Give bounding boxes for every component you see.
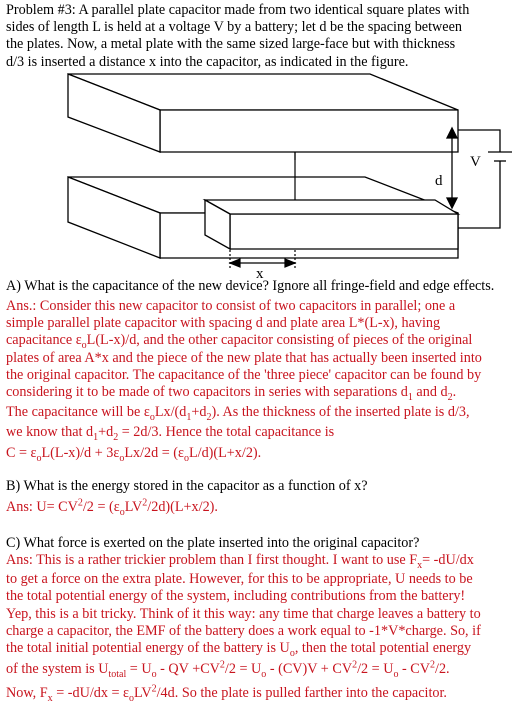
d-label: d	[435, 173, 443, 189]
text-run: L(L-x)/d, and the other capacitor consisting of pieces of the original	[86, 332, 473, 349]
subscript: 2	[206, 412, 212, 424]
text-run: Lx/2d = (ε	[124, 444, 184, 461]
problem-line: the plates. Now, a metal plate with the same sized large-face but with thickness	[6, 36, 456, 53]
answer-line: to get a force on the extra plate. However, for this to be appropriate, U needs to be	[6, 571, 473, 588]
part-a-question: A) What is the capacitance of the new device? Ignore all fringe-field and edge effects.	[6, 278, 495, 294]
text-run: +d	[98, 424, 114, 441]
energy-equation	[6, 499, 218, 516]
top-plate-front	[160, 110, 458, 152]
capacitance-equation	[6, 445, 482, 462]
text-run: capacitance ε	[6, 332, 82, 349]
subscript: x	[47, 693, 53, 705]
text-run: = -dU/dx = ε	[52, 685, 129, 702]
subscript: o	[289, 647, 295, 659]
answer-line	[6, 332, 482, 352]
text-run: Ans: U= CV	[6, 499, 78, 515]
answer-line: Ans.: Consider this new capacitor to consist of two capacitors in parallel; one a	[6, 298, 456, 314]
text-run: /2 = (ε	[82, 499, 120, 515]
text-run: L/d)(L+x/2).	[188, 444, 262, 461]
subscript: o	[183, 452, 189, 464]
force-equation	[6, 683, 481, 705]
answer-line	[6, 424, 482, 444]
answer-line: charge a capacitor, the EMF of the battery does a work equal to -1*V*charge. So, if	[6, 622, 481, 639]
battery-circuit	[458, 130, 512, 228]
text-run: L(L-x)/d + 3ε	[41, 444, 120, 461]
part-b-question: B) What is the energy stored in the capacitor as a function of x?	[6, 478, 368, 494]
subscript: o	[119, 452, 125, 464]
answer-line: simple parallel plate capacitor with spacing d and plate area L*(L-x), having	[6, 315, 441, 332]
text-run: the total initial potential energy of the battery is U	[6, 640, 290, 657]
text-run: /2.	[435, 661, 450, 678]
part-c	[6, 535, 419, 552]
subscript: o	[36, 452, 42, 464]
text-run: The capacitance will be ε	[6, 404, 150, 421]
part-b-answer	[6, 499, 218, 516]
part-b	[6, 478, 368, 495]
energy-total-equation	[6, 659, 481, 681]
x-label: x	[256, 266, 264, 280]
superscript: 2	[151, 683, 157, 695]
text-run: Ans: This is a rather trickier problem than I first thought. I want to use F	[6, 552, 418, 568]
answer-line: the total potential energy of the system, including contributions from the battery!	[6, 588, 466, 605]
capacitor-figure	[0, 60, 529, 280]
subscript: o	[81, 340, 87, 352]
subscript: o	[149, 412, 155, 424]
text-run: /2 = U	[224, 661, 262, 678]
subscript: 2	[447, 391, 453, 403]
answer-line: plates of area A*x and the piece of the new plate that has actually been inserted into	[6, 349, 482, 366]
subscript: 1	[186, 412, 192, 424]
text-run: - (CV)V + CV	[266, 661, 353, 678]
text-run: /2 = U	[357, 661, 394, 678]
text-run: Lx/(d	[154, 404, 187, 421]
part-c-answer	[6, 552, 481, 703]
text-run: of the system is U	[6, 661, 109, 678]
text-run: .	[452, 384, 457, 401]
superscript: 2	[219, 659, 225, 671]
text-run: = U	[126, 661, 152, 678]
subscript: 1	[407, 391, 413, 403]
inserted-plate-front	[230, 214, 458, 249]
superscript: 2	[77, 497, 83, 509]
subscript: o	[151, 669, 157, 681]
answer-line: the original capacitor. The capacitance of the 'three piece' capacitor can be found by	[6, 366, 482, 383]
part-c-question: C) What force is exerted on the plate inserted into the original capacitor?	[6, 535, 420, 551]
text-run: +d	[191, 404, 207, 421]
v-label: V	[470, 154, 481, 170]
text-run: Now, F	[6, 685, 48, 702]
text-run: LV	[124, 499, 143, 515]
subscript: x	[417, 559, 423, 571]
text-run: we know that d	[6, 424, 94, 441]
subscript: 2	[113, 432, 119, 444]
text-run: /2d)(L+x/2).	[147, 499, 218, 515]
text-run: LV	[134, 685, 152, 702]
text-run: = -dU/dx	[422, 552, 474, 568]
subscript: total	[108, 669, 127, 681]
answer-line	[6, 384, 482, 401]
superscript: 2	[430, 659, 435, 671]
text-run: considering it to be made of two capacitors in series with separations d	[6, 384, 408, 401]
superscript: 2	[352, 659, 358, 671]
answer-line: Yep, this is a bit tricky. Think of it this way: any time that charge leaves a battery to	[6, 605, 481, 622]
answer-line	[6, 404, 482, 424]
text-run: , then the total potential energy	[294, 640, 472, 657]
subscript: 1	[93, 432, 99, 444]
text-run: ). As the thickness of the inserted plate is d/3,	[211, 404, 470, 421]
superscript: 2	[142, 497, 148, 509]
problem-line: Problem #3: A parallel plate capacitor made from two identical square plates with	[6, 2, 470, 18]
text-run: and d	[412, 384, 448, 401]
inserted-plate-top	[205, 200, 458, 214]
subscript: o	[393, 669, 399, 681]
answer-line	[6, 640, 481, 657]
text-run: /4d. So the plate is pulled farther into the capacitor.	[156, 685, 447, 702]
text-run: = 2d/3. Hence the total capacitance is	[118, 424, 335, 441]
text-run: - QV +CV	[156, 661, 220, 678]
answer-line	[6, 552, 481, 569]
text-run: - CV	[398, 661, 430, 678]
subscript: o	[261, 669, 267, 681]
text-run: C = ε	[6, 444, 37, 461]
problem-line: sides of length L is held at a voltage V by a battery; let d be the spacing between	[6, 19, 462, 36]
part-a-answer	[6, 298, 482, 462]
subscript: o	[119, 506, 125, 518]
part-a	[6, 278, 494, 295]
problem-line: d/3 is inserted a distance x into the capacitor, as indicated in the figure.	[6, 53, 409, 70]
subscript: o	[129, 693, 134, 705]
